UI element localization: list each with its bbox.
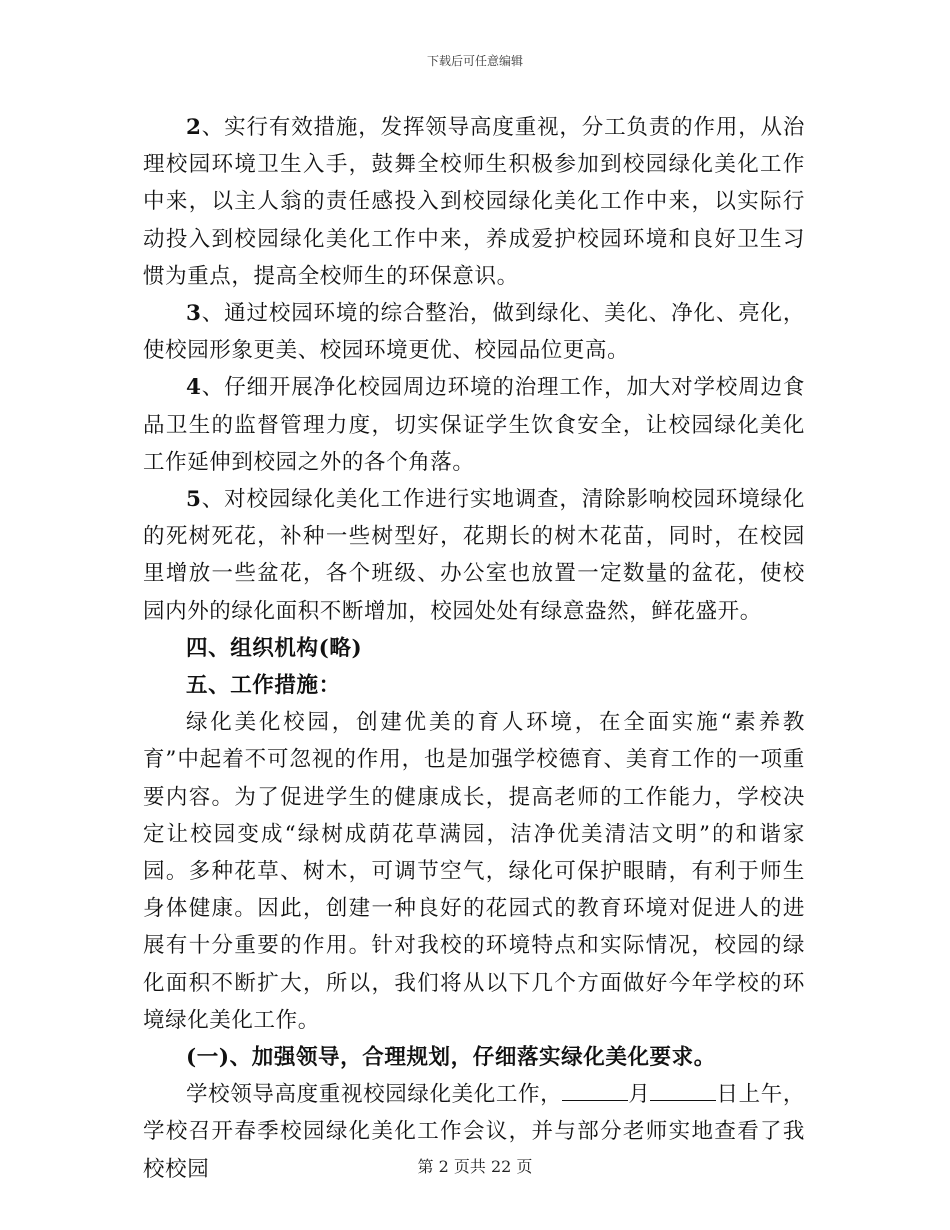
page-header: 下载后可任意编辑 — [426, 54, 523, 68]
paragraph-measures-intro: 绿化美化校园，创建优美的育人环境，在全面实施“素养教育”中起着不可忽视的作用，也是加强学校德育、美育工作的一项重要内容。为了促进学生的健康成长，提高老师的工作能力，学校决定让校园变成“绿树成荫花草满园，洁净优美清洁文明”的和谐家园。多种花草、树木，可调节空气，绿化可保护眼睛，有利于师生身体健康。因此，创建一种良好的花园式的教育环境对促进人的进展有十分重要的作用。针对我校的环境特点和实际情况，校园的绿化面积不断扩大，所以，我们将从以下几个方面做好今年学校的环境绿化美化工作。 — [143, 710, 805, 1033]
item-number: 4 — [186, 375, 202, 401]
section-heading-organization: 四、组织机构(略) — [186, 635, 363, 661]
paragraph-item-2 — [143, 109, 805, 295]
paragraph-text: 、仔细开展净化校园周边环境的治理工作，加大对学校周边食品卫生的监督管理力度，切实保证学生饮食安全，让校园绿化美化工作延伸到校园之外的各个角落。 — [143, 375, 805, 475]
subheading-leadership: (一)、加强领导，合理规划，仔细落实绿化美化要求。 — [186, 1045, 716, 1071]
month-label: 月 — [628, 1082, 651, 1108]
paragraph-item-3 — [143, 295, 805, 369]
item-number: 3 — [186, 301, 202, 327]
paragraph-item-5 — [143, 481, 805, 630]
paragraph-text: 日上午，学校召开春季校园绿化美化工作会议，并与部分老师实地查看了我校校园 — [143, 1082, 805, 1182]
paragraph-item-4 — [143, 369, 805, 481]
item-number: 5 — [186, 487, 202, 513]
document-body — [143, 109, 805, 1188]
paragraph-text: 、实行有效措施，发挥领导高度重视，分工负责的作用，从治理校园环境卫生入手，鼓舞全校师生积极参加到校园绿化美化工作中来，以主人翁的责任感投入到校园绿化美化工作中来，以实际行动投入到校园绿化美化工作中来，养成爱护校园环境和良好卫生习惯为重点，提高全校师生的环保意识。 — [143, 115, 805, 289]
day-blank — [650, 1080, 716, 1101]
item-number: 2 — [186, 115, 202, 140]
paragraph-text: 、对校园绿化美化工作进行实地调查，清除影响校园环境绿化的死树死花，补种一些树型好，花期长的树木花苗，同时，在校园里增放一些盆花，各个班级、办公室也放置一定数量的盆花，使校园内外的绿化面积不断增加，校园处处有绿意盎然，鲜花盛开。 — [143, 487, 805, 624]
paragraph-text: 学校领导高度重视校园绿化美化工作， — [186, 1082, 563, 1108]
paragraph-text: 、通过校园环境的综合整治，做到绿化、美化、净化、亮化，使校园形象更美、校园环境更优、校园品位更高。 — [143, 301, 805, 364]
section-heading-measures: 五、工作措施： — [186, 673, 341, 699]
page-footer: 第 2 页共 22 页 — [417, 1157, 533, 1176]
month-blank — [562, 1080, 628, 1101]
